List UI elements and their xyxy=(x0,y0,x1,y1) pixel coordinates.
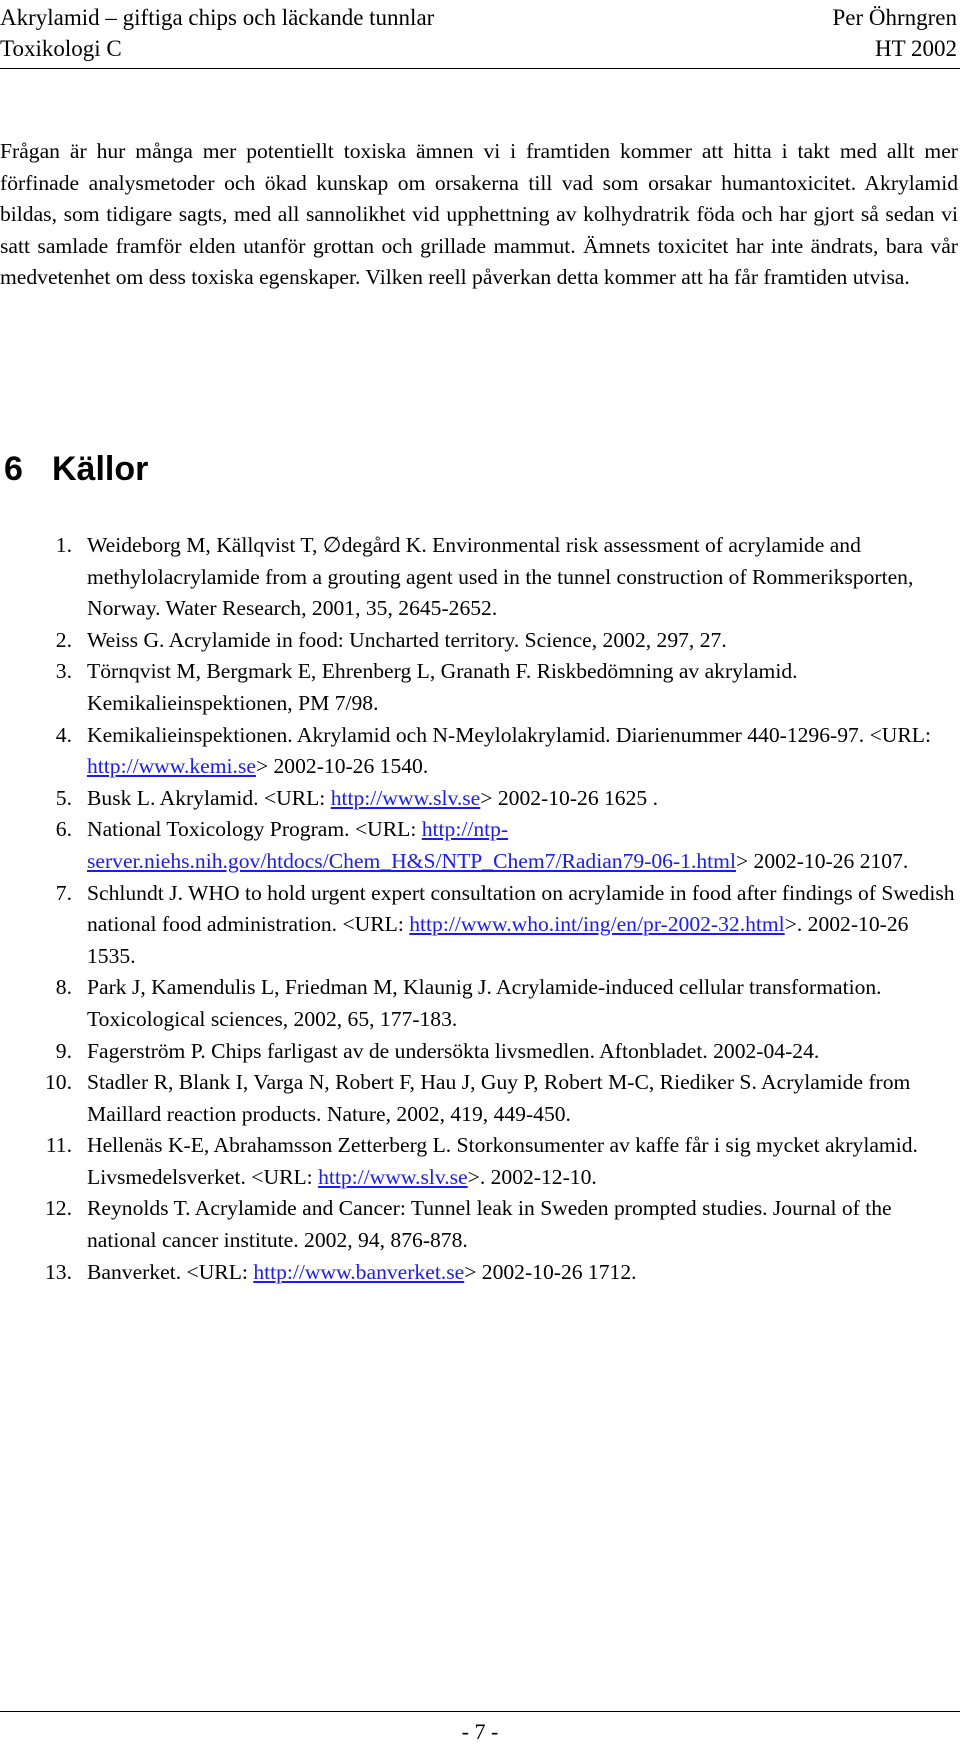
reference-item xyxy=(0,783,958,815)
reference-item xyxy=(0,1130,958,1193)
reference-text-segment: Weiss G. Acrylamide in food: Uncharted territory. Science, 2002, 297, 27. xyxy=(87,627,727,652)
reference-item xyxy=(0,1067,958,1130)
reference-text xyxy=(87,783,958,815)
reference-text xyxy=(87,1067,958,1130)
reference-text-segment: Park J, Kamendulis L, Friedman M, Klaunig J. Acrylamide-induced cellular transformation. Toxicological sciences, 2002, 65, 177-183. xyxy=(87,975,882,1031)
reference-link[interactable]: http://www.kemi.se xyxy=(87,754,256,779)
reference-link[interactable]: http://www.who.int/ing/en/pr-2002-32.html xyxy=(409,912,785,937)
reference-text-segment: Kemikalieinspektionen. Akrylamid och N-Meylolakrylamid. Diarienummer 440-1296-97. <URL: xyxy=(87,722,931,747)
reference-number: 9. xyxy=(55,1038,72,1063)
reference-number: 10. xyxy=(45,1070,72,1095)
reference-text xyxy=(87,656,958,719)
reference-number: 7. xyxy=(55,880,72,905)
reference-number: 1. xyxy=(55,533,72,557)
reference-number: 11. xyxy=(45,1133,72,1158)
reference-item xyxy=(0,814,958,877)
reference-text xyxy=(87,1193,958,1256)
reference-text-segment: Banverket. <URL: xyxy=(87,1259,254,1284)
reference-text xyxy=(87,625,958,657)
page-header xyxy=(0,2,960,64)
section-title: Källor xyxy=(52,450,149,488)
reference-item xyxy=(0,1036,958,1068)
reference-text-segment: Weideborg M, Källqvist T, ∅degård K. Environmental risk assessment of acrylamide and methylolacrylamide from a grouting agent used in the tunnel construction of Rommeriksporten, Norway. Water Research, 2001, 35, 2645-2652. xyxy=(87,533,914,621)
reference-number: 8. xyxy=(55,975,72,1000)
reference-item xyxy=(0,656,958,719)
reference-number: 2. xyxy=(55,627,72,652)
section-heading xyxy=(4,448,148,490)
reference-number: 6. xyxy=(55,817,72,842)
reference-item xyxy=(0,625,958,657)
reference-text xyxy=(87,1257,958,1289)
reference-text-segment: Schlundt J. WHO to hold urgent expert consultation on acrylamide in food after findings of Swedish national food administration. <URL: xyxy=(87,880,955,937)
reference-text-segment: > 2002-10-26 1540. xyxy=(255,754,429,779)
reference-text-segment: Fagerström P. Chips farligast av de undersökta livsmedlen. Aftonbladet. 2002-04-24. xyxy=(87,1038,820,1063)
page-number: - 7 - xyxy=(461,1719,499,1744)
footer-divider xyxy=(0,1711,960,1712)
reference-link[interactable]: http://www.slv.se xyxy=(318,1164,468,1189)
reference-text-segment: Busk L. Akrylamid. <URL: xyxy=(87,785,331,810)
reference-text-segment: Reynolds T. Acrylamide and Cancer: Tunnel leak in Sweden prompted studies. Journal of the national cancer institute. 2002, 94, 876-878. xyxy=(87,1196,892,1253)
author-name: Per Öhrngren xyxy=(832,5,957,30)
header-divider xyxy=(0,68,960,69)
reference-number: 4. xyxy=(55,722,72,747)
reference-text-segment: >. 2002-12-10. xyxy=(467,1164,597,1189)
reference-text xyxy=(87,814,958,877)
course-name: Toxikologi C xyxy=(0,36,122,61)
reference-text xyxy=(87,530,958,625)
reference-item xyxy=(0,1193,958,1256)
reference-link[interactable]: http://www.slv.se xyxy=(330,785,481,810)
body-paragraph: Frågan är hur många mer potentiellt toxiska ämnen vi i framtiden kommer att hitta i takt med allt mer förfinade analysmetoder och ökad kunskap om orsakerna till vad som orsakar humantoxicitet. Akrylamid bildas, som tidigare sagts, med all sannolikhet vid upphettning av kolhydratrik föda och har gjort så sedan vi satt samlade framför elden utanför grottan och grillade mammut. Ämnets toxicitet har inte ändrats, bara vår medvetenhet om dess toxiska egenskaper. Vilken reell påverkan detta kommer att ha får framtiden utvisa. xyxy=(0,139,958,290)
header-row-bottom xyxy=(0,33,960,64)
reference-list xyxy=(0,530,958,1288)
reference-number: 13. xyxy=(45,1259,72,1284)
term: HT 2002 xyxy=(875,36,957,61)
reference-item xyxy=(0,1257,958,1289)
reference-item xyxy=(0,720,958,783)
reference-item xyxy=(0,972,958,1035)
reference-text xyxy=(87,972,958,1035)
reference-number: 3. xyxy=(55,659,72,684)
document-title: Akrylamid – giftiga chips och läckande tunnlar xyxy=(0,5,435,30)
reference-text xyxy=(87,878,958,973)
reference-text-segment: > 2002-10-26 1625 . xyxy=(480,785,658,810)
reference-item xyxy=(0,530,958,625)
reference-number: 12. xyxy=(45,1196,72,1221)
reference-text xyxy=(87,1036,958,1068)
reference-text-segment: Hellenäs K-E, Abrahamsson Zetterberg L. Storkonsumenter av kaffe får i sig mycket akrylamid. Livsmedelsverket. <URL: xyxy=(87,1133,918,1189)
reference-text-segment: National Toxicology Program. <URL: xyxy=(87,817,422,842)
reference-number: 5. xyxy=(55,785,72,810)
reference-text-segment: > 2002-10-26 2107. xyxy=(735,848,909,873)
reference-item xyxy=(0,878,958,973)
header-row-top xyxy=(0,2,960,33)
reference-text-segment: Stadler R, Blank I, Varga N, Robert F, Hau J, Guy P, Robert M-C, Riediker S. Acrylamide from Maillard reaction products. Nature, 2002, 419, 449-450. xyxy=(87,1070,911,1126)
reference-text-segment: >. 2002-10-26 1535. xyxy=(87,912,909,968)
reference-text-segment: Törnqvist M, Bergmark E, Ehrenberg L, Granath F. Riskbedömning av akrylamid. Kemikalieinspektionen, PM 7/98. xyxy=(87,659,798,715)
reference-text xyxy=(87,1130,958,1193)
section-number: 6 xyxy=(4,450,23,488)
reference-link[interactable]: http://www.banverket.se xyxy=(253,1259,465,1284)
reference-text xyxy=(87,720,958,783)
reference-text-segment: > 2002-10-26 1712. xyxy=(464,1259,637,1284)
reference-link[interactable]: http://ntp-server.niehs.nih.gov/htdocs/Chem_H&S/NTP_Chem7/Radian79-06-1.html xyxy=(87,817,736,873)
